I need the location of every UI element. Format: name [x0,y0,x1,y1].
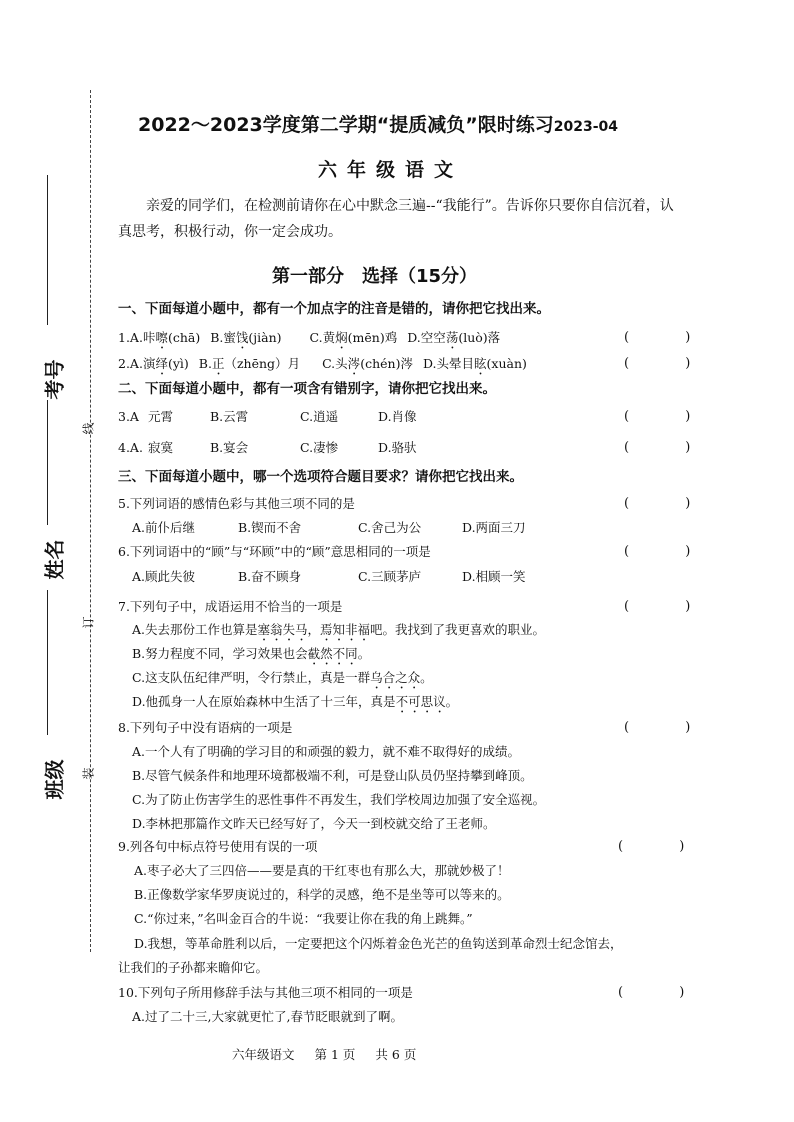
q6-option-c: C.三顾茅庐 [358,569,422,584]
q6-option-a: A.顾此失彼 [132,569,196,584]
q1-c-word-2: 鸡 [384,330,398,345]
binding-char-order: 订 [81,616,96,629]
exam-subject: 六年级语文 [318,159,464,181]
q7-option-a [132,622,545,644]
exam-date: 2023-04 [553,119,619,135]
q1-c-prefix: C. [309,330,323,345]
q9-option-d: D.我想，等革命胜利以后，一定要把这个闪烁着金色光芒的鱼钩送到革命烈士纪念馆去， [134,936,623,951]
section-1-heading: 一、下面每道小题中，都有一个加点字的注音是错的，请你把它找出来。 [118,301,550,317]
q3-option-c: C.逍遥 [300,409,339,424]
q2-b-prefix: B. [198,356,212,371]
q2-c-word: 头 [335,356,348,371]
q2-c-prefix: C. [322,356,336,371]
q7-d-text-2: 。 [445,694,459,709]
q4-num: 4.A. [118,440,143,455]
intro-text: 亲爱的同学们，在检测前请你在心中默念三遍--“我能行”。告诉你只要你自信沉着，认真思考，积极行动，你一定会成功。 [118,198,674,240]
q3-option-b: B.云霄 [210,409,249,424]
q7-option-b [132,646,370,668]
q9-option-c: C.“你过来，”名叫金百合的牛说：“我要让你在我的角上跳舞。” [134,911,473,926]
q8-stem: 8.下列句子中没有语病的一项是 [118,720,293,735]
q8-answer-paren[interactable]: ( ) [624,720,717,735]
footer-page: 第 1 页 [314,1047,356,1062]
q8-option-c: C.为了防止伤害学生的恶性事件不再发生，我们学校周边加强了安全巡视。 [132,792,546,807]
q7-c-text: C.这支队伍纪律严明，令行禁止，真是一群 [132,670,371,685]
q2-c-pinyin: (chén) [360,356,401,371]
q6-answer-paren[interactable]: ( ) [624,544,717,559]
name-label: 姓名 [42,539,67,580]
page-footer [232,1045,436,1063]
q1-b-word: 蜜 [223,330,236,345]
part1-title: 第一部分 选择（15分） [272,266,478,287]
q5-option-c: C.舍己为公 [358,520,422,535]
q2-answer-paren[interactable]: ( ) [624,356,717,371]
q2-b-word: 月 [287,356,301,371]
q7-answer-paren[interactable]: ( ) [624,599,717,614]
q6-option-d: D.相顾一笑 [462,569,526,584]
q4-option-b: B.宴会 [210,440,249,455]
q7-stem: 7.下列句子中，成语运用不恰当的一项是 [118,599,343,614]
q9-option-b: B.正像数学家华罗庚说过的，科学的灵感，绝不是坐等可以等来的。 [134,887,510,902]
q1-c-dotted: 焖 [335,330,348,345]
exam-no-line-2 [47,400,48,525]
section-3-heading: 三、下面每道小题中，哪一个选项符合题目要求？请你把它找出来。 [118,469,523,485]
q8-option-b: B.尽管气候条件和地理环境都极端不利，可是登山队员仍坚持攀到峰顶。 [132,768,533,783]
q2-a-prefix: 2.A. [118,356,143,371]
q1-b-prefix: B. [210,330,224,345]
q10-option-a: A.过了二十三,大家就更忙了,春节眨眼就到了啊。 [132,1009,403,1024]
q7-d-dotted: 不可思议 [395,694,446,709]
q2-row [118,356,527,378]
q7-option-d [132,694,458,716]
q7-b-text: B.努力程度不同，学习效果也会 [132,646,308,661]
q1-d-word: 空空 [420,330,446,345]
q1-c-word: 黄 [322,330,336,345]
q5-answer-paren[interactable]: ( ) [624,496,717,511]
exam-no-line[interactable] [47,175,48,325]
q2-a-dotted: 绎 [155,356,168,371]
q1-d-word-2: 落 [487,330,501,345]
q5-option-b: B.锲而不舍 [238,520,302,535]
q2-a-word: 演 [142,356,156,371]
q7-a-text-2: 吧。我找到了我更喜欢的职业。 [370,622,546,637]
q9-answer-paren[interactable]: ( ) [618,839,711,854]
q10-answer-paren[interactable]: ( ) [618,985,711,1000]
q1-answer-paren[interactable]: ( ) [624,330,717,345]
q2-b-pinyin: （zhēng） [224,356,288,371]
q7-b-text-2: 。 [357,646,371,661]
q7-option-c [132,670,433,692]
exam-title [138,110,618,137]
q3-answer-paren[interactable]: ( ) [624,409,717,424]
q2-a-pinyin: (yì) [167,356,189,371]
q3-num: 3.A [118,409,139,424]
q4-option-c: C.凄惨 [300,440,339,455]
q9-option-d-cont: 让我们的子孙都来瞻仰它。 [118,960,269,975]
name-line[interactable] [47,590,48,735]
q1-b-dotted: 饯 [235,330,249,345]
q1-b-pinyin: (jiàn) [248,330,282,345]
q1-a-dotted: 嚓 [155,330,168,345]
q7-a-text: A.失去那份工作也算是 [132,622,258,637]
q8-option-a: A.一个人有了明确的学习目的和顽强的毅力，就不难不取得好的成绩。 [132,744,521,759]
q4-option-a: 寂寞 [148,440,174,455]
exam-no-label: 考号 [42,359,67,400]
q1-a-word: 咔 [142,330,156,345]
q1-a-prefix: 1.A. [118,330,143,345]
q8-option-d: D.李林把那篇作文昨天已经写好了，今天一到校就交给了王老师。 [132,816,496,831]
q4-option-d: D.骆驮 [378,440,417,455]
binding-char-install: 装 [81,767,96,780]
q3-option-a: 元霄 [148,409,174,424]
exam-title-text: 2022～2023学度第二学期“提质减负”限时练习 [138,114,554,136]
q2-d-dotted: 眩 [474,356,487,371]
q3-option-d: D.肖像 [378,409,417,424]
footer-subject: 六年级语文 [232,1047,295,1062]
binding-char-line: 线 [81,422,96,435]
q7-c-text-2: 。 [420,670,433,685]
q5-option-d: D.两面三刀 [462,520,526,535]
q9-stem: 9.列各句中标点符号使用有误的一项 [118,839,318,854]
q1-d-dotted: 荡 [445,330,459,345]
q2-c-word-2: 涔 [400,356,413,371]
q5-stem: 5.下列词语的感情色彩与其他三项不同的是 [118,496,355,511]
q4-answer-paren[interactable]: ( ) [624,440,717,455]
q2-d-word: 头晕目 [436,356,475,371]
q1-row [118,330,500,352]
q1-d-pinyin: (luò) [458,330,488,345]
q1-d-prefix: D. [407,330,421,345]
q5-option-a: A.前仆后继 [132,520,196,535]
footer-total: 共 6 页 [375,1047,417,1062]
q2-b-dotted: 正 [211,356,225,371]
q6-option-b: B.奋不顾身 [238,569,302,584]
q2-d-prefix: D. [422,356,437,371]
q2-d-pinyin: (xuàn) [486,356,527,371]
q7-a-dotted: 塞翁失马，焉知非福 [257,622,371,637]
q1-c-pinyin: (mēn) [347,330,385,345]
q2-c-dotted: 涔 [347,356,361,371]
binding-dashed-line [90,90,91,952]
q1-a-pinyin: (chā) [167,330,201,345]
q9-option-a: A.枣子必大了三四倍——要是真的干红枣也有那么大，那就妙极了！ [134,863,510,878]
class-label: 班级 [42,759,67,800]
section-2-heading: 二、下面每道小题中，都有一项含有错别字，请你把它找出来。 [118,381,496,397]
q7-c-dotted: 乌合之众 [370,670,421,685]
q7-d-text: D.他孤身一人在原始森林中生活了十三年，真是 [132,694,396,709]
q10-stem: 10.下列句子所用修辞手法与其他三项不相同的一项是 [118,985,413,1000]
q7-b-dotted: 截然不同 [307,646,358,661]
q6-stem: 6.下列词语中的“顾”与“环顾”中的“顾”意思相同的一项是 [118,544,431,559]
